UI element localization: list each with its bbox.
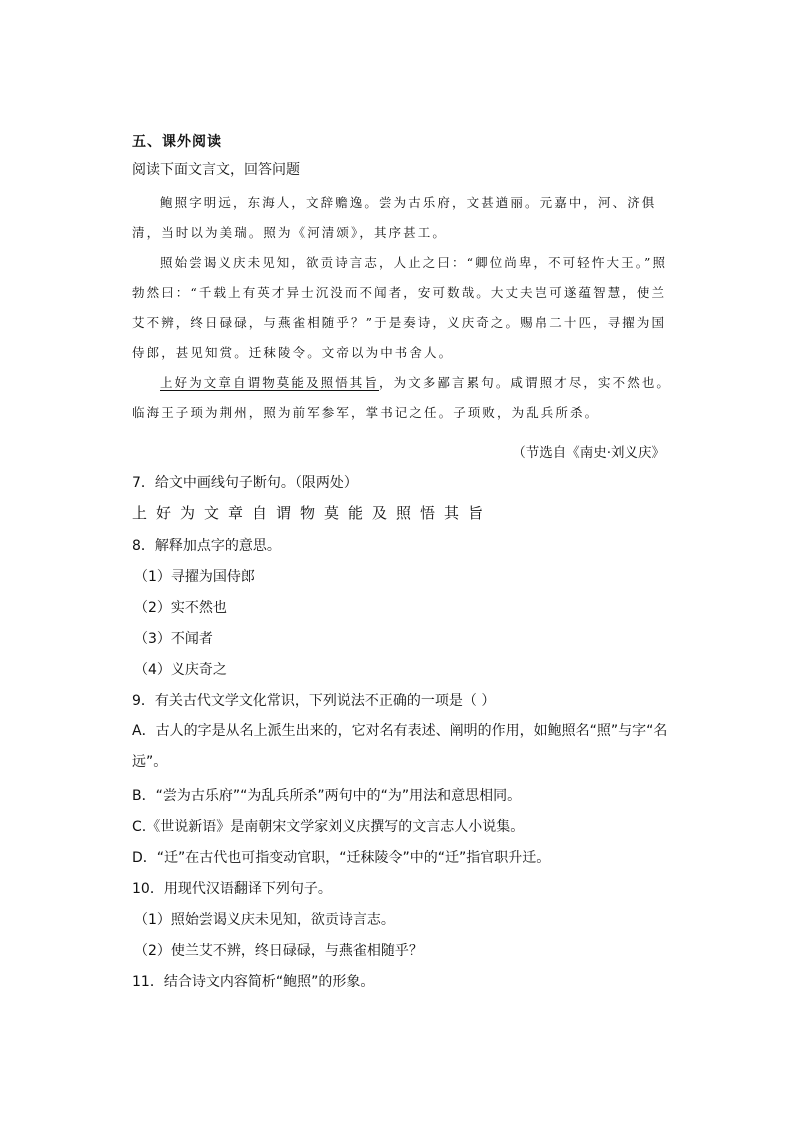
question-9-option-c: C.《世说新语》是南朝宋文学家刘义庆撰写的文言志人小说集。 <box>132 819 525 835</box>
passage-paragraph-3 <box>132 368 672 428</box>
underlined-sentence: 上好为文章自谓物莫能及照悟其旨 <box>160 375 380 390</box>
question-9: 9．有关古代文学文化常识，下列说法不正确的一项是（ ） <box>132 693 496 709</box>
question-8-item-3: （3）不闻者 <box>134 631 213 647</box>
question-10: 10．用现代汉语翻译下列句子。 <box>132 881 332 897</box>
reading-instruction: 阅读下面文言文，回答问题 <box>132 162 300 178</box>
question-8-item-2: （2）实不然也 <box>134 600 227 616</box>
question-11: 11．结合诗文内容简析“鲍照”的形象。 <box>132 974 375 990</box>
passage-paragraph-3-rest: ，为文多鄙言累句。咸谓照才尽，实不然也。临海王子顼为荆州，照为前军参军，掌书记之任。子顼败，为乱兵所杀。 <box>132 375 672 420</box>
question-10-item-2: （2）使兰艾不辨，终日碌碌，与燕雀相随乎？ <box>134 943 423 959</box>
question-8-item-1: （1）寻擢为国侍郎 <box>134 569 255 585</box>
question-8: 8．解释加点字的意思。 <box>132 538 281 554</box>
question-9-option-a: A．古人的字是从名上派生出来的，它对名有表述、阐明的作用，如鲍照名“照”与字“名远”。 <box>132 723 668 770</box>
passage-paragraph-1: 鲍照字明远，东海人，文辞赡逸。尝为古乐府，文甚遒丽。元嘉中，河、济俱清，当时以为美瑞。照为《河清颂》，其序甚工。 <box>132 195 657 240</box>
question-9-option-d: D．“迁”在古代也可指变动官职，“迁秣陵令”中的“迁”指官职升迁。 <box>132 850 551 866</box>
passage-paragraph-2: 照始尝谒义庆未见知，欲贡诗言志，人止之曰：“卿位尚卑，不可轻忤大王。”照勃然曰：“千载上有英才异士沉没而不闻者，安可数哉。大丈夫岂可遂蕴智慧，使兰艾不辨，终日碌碌，与燕雀相随乎？”于是奏诗，义庆奇之。赐帛二十匹，寻擢为国侍郎，甚见知赏。迁秣陵令。文帝以为中书舍人。 <box>132 255 668 360</box>
section-title: 五、课外阅读 <box>132 134 222 150</box>
passage-source: （节选自《南史·刘义庆》 <box>512 445 665 461</box>
question-9-option-b: B．“尝为古乐府”“为乱兵所杀”两句中的“为”用法和意思相同。 <box>132 788 522 804</box>
question-8-item-4: （4）义庆奇之 <box>134 662 227 678</box>
question-10-item-1: （1）照始尝谒义庆未见知，欲贡诗言志。 <box>134 912 395 928</box>
question-7-sentence: 上好为文章自谓物莫能及照悟其旨 <box>132 504 493 522</box>
classical-passage <box>132 188 672 428</box>
question-7: 7．给文中画线句子断句。（限两处） <box>132 475 358 491</box>
